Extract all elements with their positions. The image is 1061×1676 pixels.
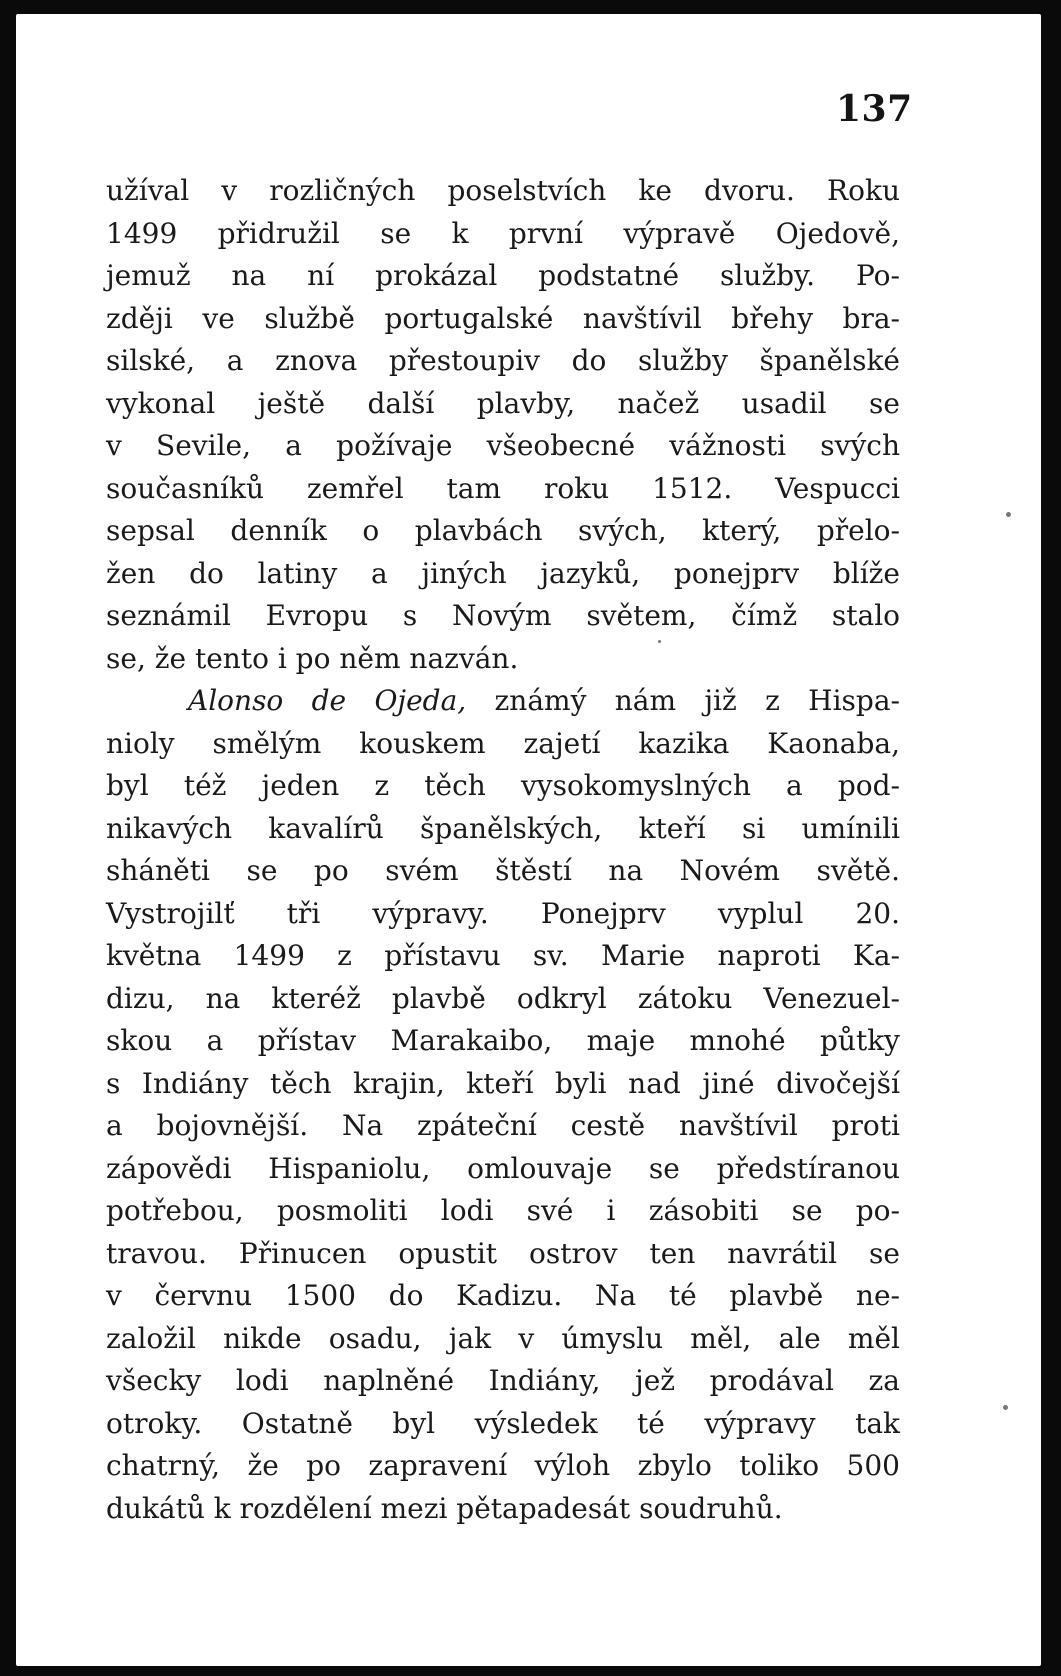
- text-line: dizu, na kteréž plavbě odkryl zátoku Venezuel-: [106, 981, 900, 1015]
- scan-speck: [1003, 1405, 1008, 1410]
- paragraph-first-line: [106, 680, 900, 723]
- body-text: [106, 170, 900, 1530]
- text-line: silské, a znova přestoupiv do služby španělské: [106, 344, 900, 377]
- text-line: vykonal ještě další plavby, načež usadil se: [106, 386, 900, 420]
- text-line: Vystrojilť tři výpravy. Ponejprv vyplul 20.: [106, 896, 900, 930]
- text-line: v červnu 1500 do Kadizu. Na té plavbě ne-: [106, 1279, 900, 1312]
- scan-speck: [658, 640, 661, 643]
- text-line: založil nikde osadu, jak v úmyslu měl, ale měl: [106, 1321, 900, 1355]
- text-line: sháněti se po svém štěstí na Novém světě.: [106, 854, 900, 887]
- text-line: jemuž na ní prokázal podstatné služby. Po-: [106, 259, 900, 292]
- text-line: travou. Přinucen opustit ostrov ten navrátil se: [106, 1236, 900, 1270]
- text-line: sepsal denník o plavbách svých, který, přelo-: [106, 514, 900, 547]
- text-line: v Sevile, a požívaje všeobecné vážnosti svých: [106, 429, 900, 462]
- text-line: dukátů k rozdělení mezi pětapadesát soudruhů.: [106, 1491, 783, 1525]
- text-line: května 1499 z přístavu sv. Marie naproti Ka-: [106, 939, 900, 972]
- text-line: skou a přístav Marakaibo, maje mnohé půtky: [106, 1024, 900, 1057]
- text-line: zději ve službě portugalské navštívil břehy bra-: [106, 301, 900, 335]
- text-line: a bojovnější. Na zpáteční cestě navštívil proti: [106, 1109, 900, 1142]
- text-line: užíval v rozličných poselstvích ke dvoru. Roku: [106, 174, 900, 207]
- person-name-italic: Alonso de Ojeda,: [188, 684, 467, 717]
- text-line-rest: známý nám již z Hispa-: [466, 684, 901, 717]
- text-line: s Indiány těch krajin, kteří byli nad jiné divočejší: [106, 1066, 900, 1100]
- text-line: současníků zemřel tam roku 1512. Vespucci: [106, 471, 900, 505]
- text-line: 1499 přidružil se k první výpravě Ojedově,: [106, 216, 900, 250]
- text-line: potřebou, posmoliti lodi své i zásobiti se po-: [106, 1194, 900, 1227]
- scan-speck: [1006, 512, 1011, 517]
- text-line: se, že tento i po něm nazván.: [106, 641, 519, 675]
- text-line: byl též jeden z těch vysokomyslných a pod-: [106, 769, 900, 802]
- page-number: 137: [836, 88, 913, 130]
- text-line: všecky lodi naplněné Indiány, jež prodával za: [106, 1364, 900, 1397]
- text-line: nikavých kavalírů španělských, kteří si umínili: [106, 811, 900, 845]
- text-line: chatrný, že po zapravení výloh zbylo toliko 500: [106, 1449, 900, 1482]
- text-line: zápovědi Hispaniolu, omlouvaje se předstíranou: [106, 1151, 900, 1185]
- text-line: otroky. Ostatně byl výsledek té výpravy tak: [106, 1406, 900, 1440]
- scan-left-edge: [0, 0, 16, 1676]
- text-line: nioly smělým kouskem zajetí kazika Kaonaba,: [106, 726, 900, 760]
- text-line: seznámil Evropu s Novým světem, čímž stalo: [106, 599, 900, 632]
- text-line: žen do latiny a jiných jazyků, ponejprv blíže: [106, 556, 900, 590]
